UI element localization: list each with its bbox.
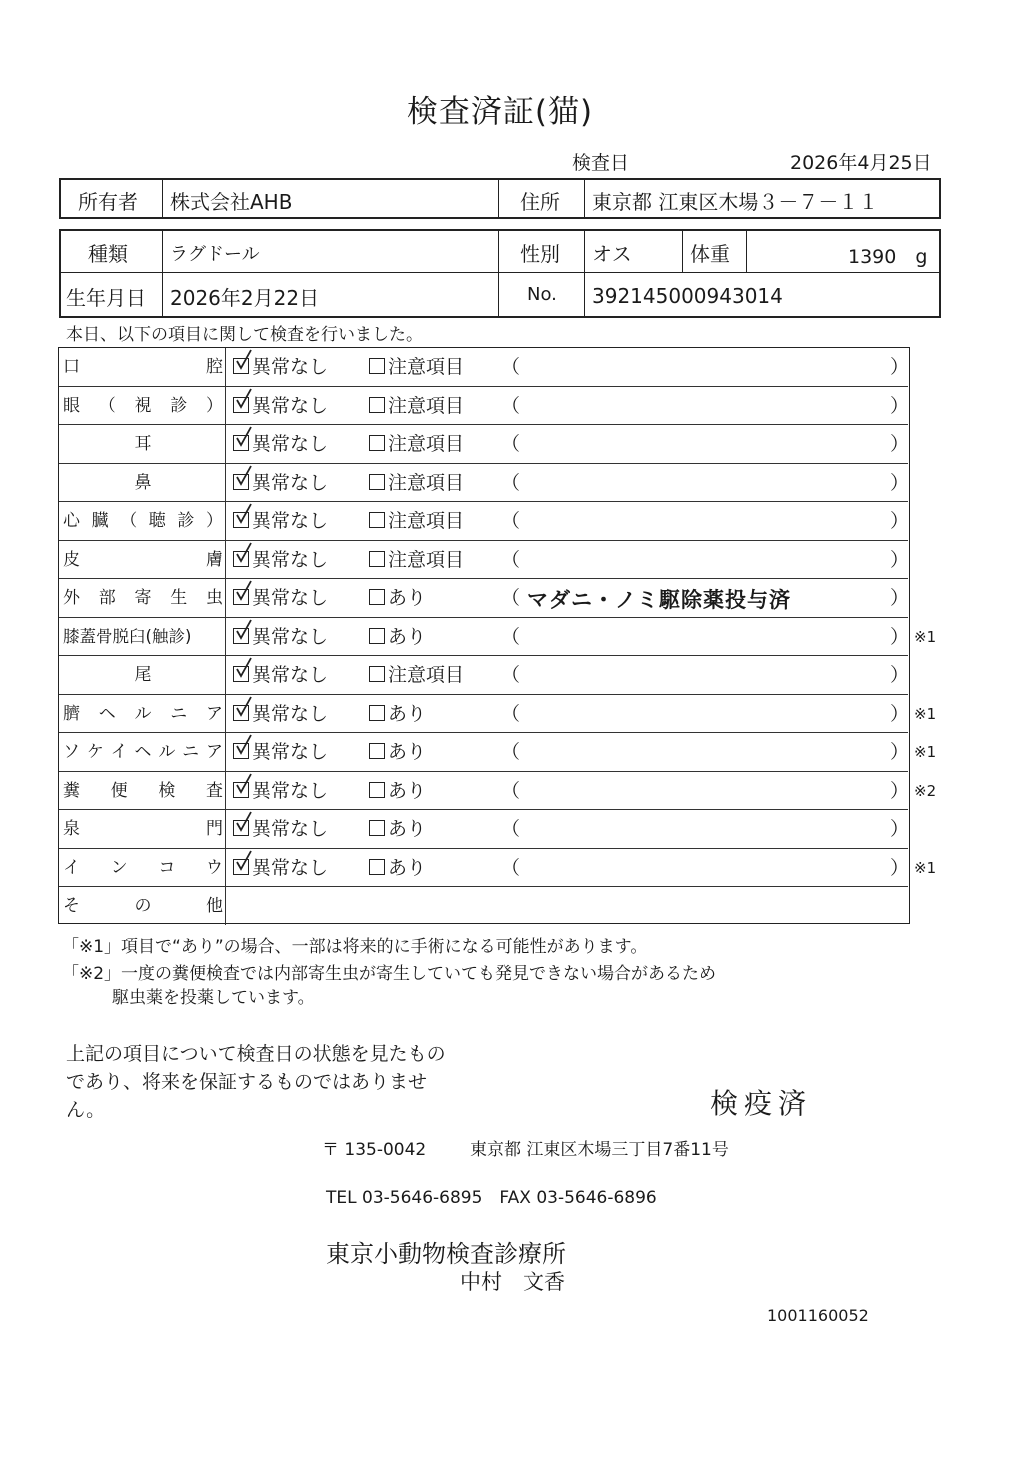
empty-box-icon — [369, 628, 385, 644]
remark-close-paren: ） — [890, 356, 910, 378]
no-abnormality-checkbox[interactable] — [233, 541, 328, 579]
no-abnormality-label: 異常なし — [252, 394, 329, 417]
attention-label: あり — [388, 741, 427, 763]
document-title: 検査済証(猫) — [406, 94, 594, 130]
checked-box-icon — [233, 551, 249, 567]
attention-checkbox[interactable] — [369, 656, 464, 694]
inspection-item-label: 口 腔 — [63, 357, 223, 377]
empty-box-icon — [369, 512, 385, 528]
inspection-item-label: 膝 蓋 骨 脱 臼 ( 触 診 ) — [63, 626, 192, 646]
attention-label: あり — [388, 818, 427, 840]
empty-box-icon — [369, 589, 385, 605]
inspection-row — [59, 502, 908, 541]
address-value: 東京都 江東区木場３－７－１１ — [592, 190, 879, 214]
inspection-row — [59, 849, 937, 888]
empty-box-icon — [369, 666, 385, 682]
no-abnormality-label: 異常なし — [252, 818, 329, 840]
attention-checkbox[interactable] — [369, 348, 464, 386]
checked-box-icon — [233, 782, 249, 798]
footnote-mark: ※2 — [914, 781, 937, 800]
attention-checkbox[interactable] — [369, 772, 426, 810]
clinic-phone: TEL 03-5646-6895 FAX 03-5646-6896 — [326, 1188, 657, 1208]
inspection-item-label: 心 臓 （ 聴 診 ） — [63, 511, 223, 531]
inspection-item-label: 鼻 — [134, 472, 152, 493]
empty-box-icon — [369, 397, 385, 413]
no-abnormality-label: 異常なし — [252, 471, 329, 494]
empty-box-icon — [369, 705, 385, 721]
breed-label: 種類 — [88, 242, 128, 266]
remark-open-paren: （ — [501, 587, 521, 609]
attention-label: あり — [388, 625, 427, 648]
birth-value: 2026年2月22日 — [170, 286, 320, 310]
remark-close-paren: ） — [890, 625, 910, 648]
no-abnormality-label: 異常なし — [252, 625, 329, 648]
no-abnormality-label: 異常なし — [252, 510, 329, 532]
note-2-cont: 駆虫薬を投薬しています。 — [112, 988, 315, 1008]
no-abnormality-label: 異常なし — [252, 356, 329, 378]
remark-text: マダニ・ノミ駆除薬投与済 — [527, 588, 791, 612]
attention-label: 注意項目 — [388, 433, 465, 455]
inspection-row — [59, 656, 908, 695]
no-abnormality-checkbox[interactable] — [233, 502, 328, 540]
empty-box-icon — [369, 820, 385, 836]
no-abnormality-label: 異常なし — [252, 664, 329, 686]
attention-label: 注意項目 — [388, 356, 465, 378]
no-abnormality-checkbox[interactable] — [233, 464, 328, 502]
remark-open-paren: （ — [501, 818, 521, 840]
inspection-row — [59, 772, 937, 811]
remark-close-paren: ） — [890, 587, 910, 609]
other-label: そ の 他 — [63, 896, 223, 916]
checked-box-icon — [233, 397, 249, 413]
remark-close-paren: ） — [890, 394, 910, 417]
disclaimer: 上記の項目について検査日の状態を見たものであり、将来を保証するものではありません。 — [66, 1043, 446, 1121]
checked-box-icon — [233, 628, 249, 644]
remark-open-paren: （ — [501, 394, 521, 417]
inspection-row — [59, 695, 937, 734]
checked-box-icon — [233, 589, 249, 605]
remark-open-paren: （ — [501, 625, 521, 648]
empty-box-icon — [369, 782, 385, 798]
inspection-row — [59, 464, 908, 503]
attention-label: 注意項目 — [388, 394, 465, 417]
attention-checkbox[interactable] — [369, 541, 464, 579]
no-abnormality-label: 異常なし — [252, 741, 329, 763]
inspection-item-label: 尾 — [134, 665, 152, 685]
checked-box-icon — [233, 859, 249, 875]
sex-label: 性別 — [520, 242, 560, 266]
inspection-row — [59, 579, 908, 618]
footnote-mark: ※1 — [914, 627, 937, 646]
inspection-item-label: 外 部 寄 生 虫 — [63, 588, 223, 608]
attention-label: あり — [388, 856, 427, 879]
attention-checkbox[interactable] — [369, 464, 464, 502]
attention-checkbox[interactable] — [369, 849, 426, 887]
inspection-date-label: 検査日 — [572, 152, 630, 174]
no-abnormality-label: 異常なし — [252, 587, 329, 609]
note-1: 「※1」項目で“あり”の場合、一部は将来的に手術になる可能性があります。 — [62, 937, 648, 957]
remark-open-paren: （ — [501, 510, 521, 532]
remark-close-paren: ） — [890, 741, 910, 763]
breed-value: ラグドール — [170, 244, 260, 265]
no-abnormality-checkbox[interactable] — [233, 849, 328, 887]
remark-close-paren: ） — [890, 702, 910, 725]
footnote-mark: ※1 — [914, 743, 937, 761]
sex-value: オス — [592, 242, 632, 266]
no-abnormality-checkbox[interactable] — [233, 772, 328, 810]
inspection-row — [59, 618, 937, 657]
inspection-table — [58, 347, 937, 924]
footnote-mark: ※1 — [914, 704, 937, 723]
attention-checkbox[interactable] — [369, 387, 464, 425]
no-abnormality-label: 異常なし — [252, 779, 329, 802]
inspection-item-label: 泉 門 — [63, 819, 223, 839]
attention-label: あり — [388, 587, 427, 609]
no-abnormality-checkbox[interactable] — [233, 579, 328, 617]
attention-label: 注意項目 — [388, 510, 465, 532]
inspection-item-label: イ ン コ ウ — [63, 857, 223, 878]
no-label: No. — [527, 284, 557, 305]
inspection-item-label: 眼 （ 視 診 ） — [63, 395, 223, 416]
clinic-address: 東京都 江東区木場三丁目7番11号 — [470, 1140, 729, 1160]
checked-box-icon — [233, 435, 249, 451]
attention-checkbox[interactable] — [369, 425, 464, 463]
empty-box-icon — [369, 859, 385, 875]
inspection-row — [59, 733, 937, 772]
attention-checkbox[interactable] — [369, 733, 426, 771]
checked-box-icon — [233, 743, 249, 759]
no-abnormality-checkbox[interactable] — [233, 425, 328, 463]
remark-close-paren: ） — [890, 664, 910, 686]
remark-close-paren: ） — [890, 471, 910, 494]
empty-box-icon — [369, 743, 385, 759]
attention-label: あり — [388, 702, 427, 725]
inspection-row — [59, 425, 908, 464]
inspection-row — [59, 541, 908, 580]
checked-box-icon — [233, 358, 249, 374]
no-abnormality-checkbox[interactable] — [233, 733, 328, 771]
weight-value: 1390 g — [848, 246, 928, 268]
attention-checkbox[interactable] — [369, 579, 426, 617]
remark-close-paren: ） — [890, 779, 910, 802]
address-label: 住所 — [520, 190, 560, 214]
inspection-item-label: 皮 膚 — [63, 549, 223, 570]
remark-open-paren: （ — [501, 471, 521, 494]
note-2: 「※2」一度の糞便検査では内部寄生虫が寄生していても発見できない場合があるため — [62, 964, 717, 984]
attention-checkbox[interactable] — [369, 502, 464, 540]
remark-close-paren: ） — [890, 856, 910, 879]
attention-checkbox[interactable] — [369, 618, 426, 656]
birth-label: 生年月日 — [66, 286, 146, 310]
remark-open-paren: （ — [501, 702, 521, 725]
intro-text: 本日、以下の項目に関して検査を行いました。 — [66, 325, 423, 345]
attention-label: 注意項目 — [388, 471, 465, 494]
weight-label: 体重 — [690, 242, 730, 266]
attention-label: 注意項目 — [388, 548, 465, 571]
attention-checkbox[interactable] — [369, 695, 426, 733]
no-abnormality-label: 異常なし — [252, 856, 329, 879]
clinic-name: 東京小動物検査診療所 — [326, 1240, 566, 1268]
remark-open-paren: （ — [501, 856, 521, 879]
no-abnormality-checkbox[interactable] — [233, 810, 328, 848]
remark-open-paren: （ — [501, 664, 521, 686]
remark-close-paren: ） — [890, 433, 910, 455]
empty-box-icon — [369, 435, 385, 451]
checked-box-icon — [233, 820, 249, 836]
remark-close-paren: ） — [890, 548, 910, 571]
inspection-row — [59, 810, 908, 849]
clinic-postal: 〒 135-0042 — [322, 1140, 427, 1160]
no-abnormality-checkbox[interactable] — [233, 387, 328, 425]
veterinarian-name: 中村 文香 — [460, 1270, 565, 1294]
remark-close-paren: ） — [890, 510, 910, 532]
owner-label: 所有者 — [78, 190, 138, 214]
no-abnormality-checkbox[interactable] — [233, 656, 328, 694]
remark-close-paren: ） — [890, 818, 910, 840]
no-abnormality-checkbox[interactable] — [233, 618, 328, 656]
no-abnormality-checkbox[interactable] — [233, 695, 328, 733]
other-row — [59, 887, 908, 926]
remark-open-paren: （ — [501, 779, 521, 802]
inspection-item-label: 耳 — [134, 434, 152, 454]
footnote-mark: ※1 — [914, 858, 937, 877]
checked-box-icon — [233, 666, 249, 682]
inspection-item-label: 糞 便 検 査 — [63, 780, 223, 801]
checked-box-icon — [233, 474, 249, 490]
empty-box-icon — [369, 474, 385, 490]
attention-label: あり — [388, 779, 427, 802]
inspection-row — [59, 387, 908, 426]
empty-box-icon — [369, 551, 385, 567]
checked-box-icon — [233, 705, 249, 721]
serial-number: 1001160052 — [767, 1306, 869, 1325]
inspection-item-label: 臍 ヘ ル ニ ア — [63, 703, 223, 724]
no-value: 392145000943014 — [592, 284, 783, 308]
no-abnormality-label: 異常なし — [252, 702, 329, 725]
empty-box-icon — [369, 358, 385, 374]
owner-value: 株式会社AHB — [170, 190, 293, 214]
attention-checkbox[interactable] — [369, 810, 426, 848]
remark-open-paren: （ — [501, 356, 521, 378]
no-abnormality-label: 異常なし — [252, 548, 329, 571]
remark-open-paren: （ — [501, 741, 521, 763]
checked-box-icon — [233, 512, 249, 528]
quarantine-stamp: 検疫済 — [710, 1087, 813, 1120]
no-abnormality-label: 異常なし — [252, 433, 329, 455]
remark-open-paren: （ — [501, 433, 521, 455]
remark-open-paren: （ — [501, 548, 521, 571]
inspection-date-value: 2026年4月25日 — [790, 152, 932, 174]
inspection-item-label: ソ ケ イ ヘ ル ニ ア — [63, 742, 223, 762]
inspection-row — [59, 348, 908, 387]
attention-label: 注意項目 — [388, 664, 465, 686]
no-abnormality-checkbox[interactable] — [233, 348, 328, 386]
